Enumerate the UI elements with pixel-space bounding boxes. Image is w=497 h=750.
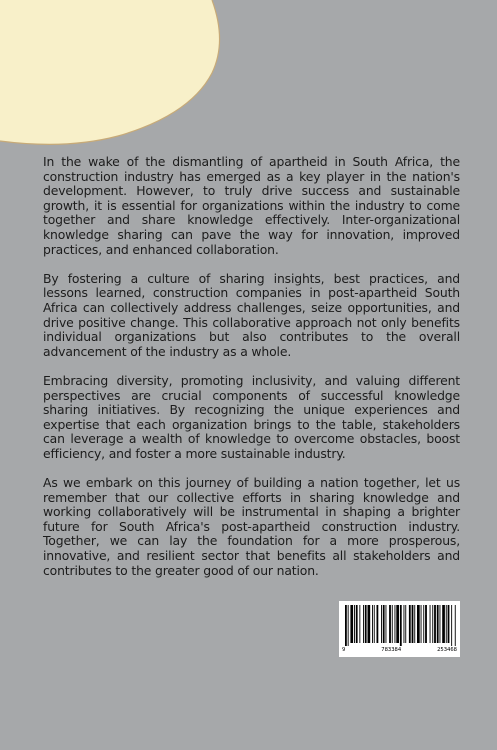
barcode-bars: [339, 601, 460, 647]
barcode-bar: [405, 605, 406, 643]
barcode-bar: [409, 605, 411, 643]
barcode-bar: [430, 605, 431, 643]
barcode-bar: [440, 605, 441, 643]
barcode-bar: [412, 605, 414, 643]
barcode-bar: [400, 605, 402, 646]
barcode-bar: [363, 605, 364, 643]
barcode-bar: [455, 605, 456, 646]
barcode-bar: [395, 605, 396, 643]
barcode-bar: [389, 605, 391, 643]
barcode-bar: [432, 605, 433, 643]
paragraph-2: By fostering a culture of sharing insights, best practices, and lessons learned, construction companies in post-apartheid South Africa can collectively address challenges, seize opportunities, and drive positive change. This collaborative approach not only benefits individual organizations but also contributes to the overall advancement of the industry as a whole.: [43, 270, 460, 359]
barcode-digit-right: 253468: [437, 647, 457, 653]
barcode-bar: [437, 605, 439, 643]
decorative-blob-shape: [0, 0, 300, 150]
barcode-bar: [348, 605, 349, 646]
barcode-bar: [414, 605, 415, 643]
barcode-bar: [365, 605, 367, 643]
barcode-bar: [451, 605, 452, 646]
barcode-bar: [377, 605, 379, 643]
paragraph-1: In the wake of the dismantling of apartheid in South Africa, the construction industry has emerged as a key player in the nation's development. However, to truly drive success and sustainable growth, it is essential for organizations within the industry to come together and share knowledge effectively. Inter-organizational knowledge sharing can pave the way for innovation, improved practices, and enhanced collaboration.: [43, 154, 460, 257]
barcode-bar: [446, 605, 447, 643]
barcode-bar: [392, 605, 393, 643]
barcode-bar: [442, 605, 445, 643]
barcode-bar: [350, 605, 353, 643]
barcode-bar: [448, 605, 450, 643]
barcode-bar: [417, 605, 420, 643]
barcode-digit-prefix: 9: [342, 647, 346, 653]
barcode-bar: [421, 605, 422, 643]
barcode-bar: [368, 605, 371, 643]
barcode-bar: [354, 605, 355, 643]
paragraph-3: Embracing diversity, promoting inclusivity, and valuing different perspectives are crucial components of successful knowledge sharing initiatives. By recognizing the unique experiences and expertise that each organization brings to the table, stakeholders can leverage a wealth of knowledge to overcome obstacles, boost efficiency, and foster a more sustainable industry.: [43, 372, 460, 461]
barcode-bar: [396, 605, 399, 643]
barcode-digit-left: 783384: [381, 647, 402, 653]
isbn-barcode: [339, 601, 460, 657]
barcode-bar: [404, 605, 405, 643]
barcode-bar: [359, 605, 360, 643]
barcode-bar: [386, 605, 387, 643]
barcode-bar: [423, 605, 424, 643]
barcode-bar: [356, 605, 358, 643]
barcode-bar: [374, 605, 375, 643]
paragraph-4: As we embark on this journey of building a nation together, let us remember that our collective efforts in sharing knowledge and working collaboratively will be instrumental in shaping a brighter future for South Africa's post-apartheid construction industry. Together, we can lay the foundation for a more prosperous, innovative, and resilient sector that benefits all stakeholders and contributes to the greater good of our nation.: [43, 475, 460, 578]
barcode-bar: [345, 605, 347, 646]
back-cover-text: [43, 155, 460, 593]
barcode-bar: [425, 605, 427, 643]
barcode-digits: [339, 647, 460, 654]
barcode-bar: [381, 605, 382, 643]
barcode-bar: [383, 605, 385, 643]
barcode-bar: [372, 605, 373, 643]
barcode-bar: [434, 605, 436, 643]
